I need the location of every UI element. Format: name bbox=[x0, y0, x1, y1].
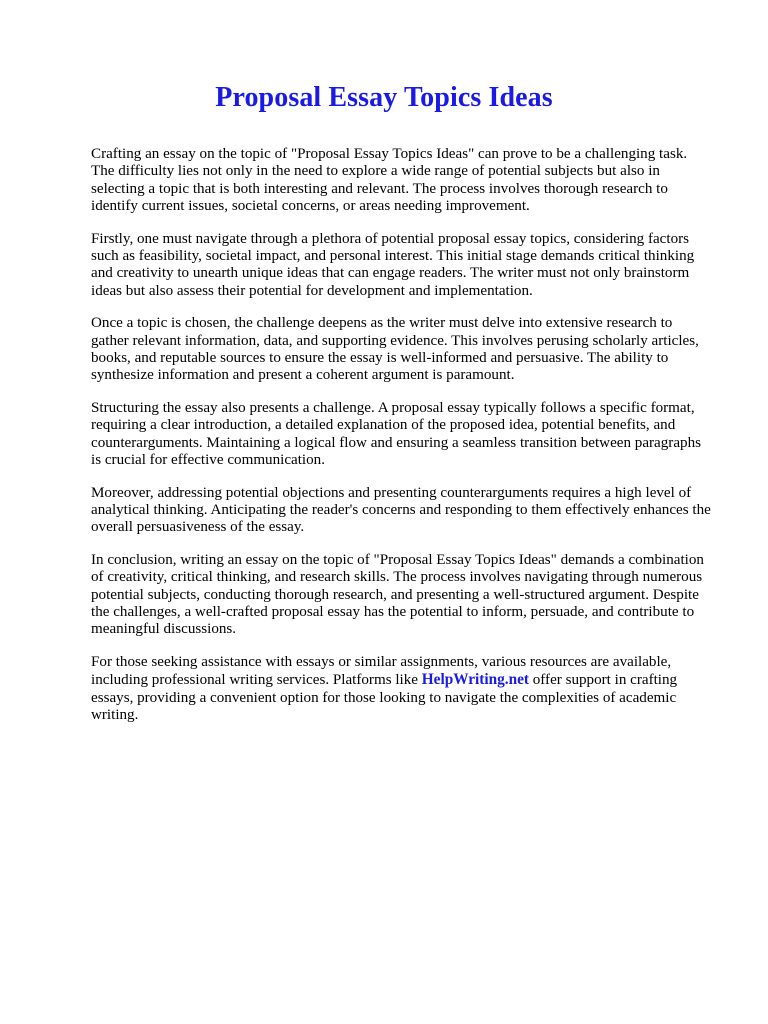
page-title: Proposal Essay Topics Ideas bbox=[215, 82, 553, 113]
paragraph-3: Once a topic is chosen, the challenge deepens as the writer must delve into extensive research to gather relevant information, data, and supporting evidence. This involves perusing scholarly articles, books, and reputable sources to ensure the essay is well-informed and persuasive. The ability to synthesize information and present a coherent argument is paramount. bbox=[91, 315, 699, 384]
paragraph-4: Structuring the essay also presents a challenge. A proposal essay typically follows a specific format, requiring a clear introduction, a detailed explanation of the proposed idea, potential benefits, and counterarguments. Maintaining a logical flow and ensuring a seamless transition between paragraphs is crucial for effective communication. bbox=[91, 399, 701, 469]
closing-text-after-link: offer support in crafting essays, providing a convenient option for those looking to navigate the complexities of academic writing. bbox=[91, 672, 678, 723]
helpwriting-link[interactable]: HelpWriting.net bbox=[421, 671, 529, 689]
paragraph-1: Crafting an essay on the topic of "Proposal Essay Topics Ideas" can prove to be a challenging task. The difficulty lies not only in the need to explore a wide range of potential subjects but also in selecting a topic that is both interesting and relevant. The process involves thorough research to identify current issues, societal concerns, or areas needing improvement. bbox=[91, 146, 688, 215]
paragraph-6: In conclusion, writing an essay on the topic of "Proposal Essay Topics Ideas" demands a combination of creativity, critical thinking, and research skills. The process involves navigating through numerous potential subjects, conducting thorough research, and presenting a well-structured argument. Despite the challenges, a well-crafted proposal essay has the potential to inform, persuade, and contribute to meaningful discussions. bbox=[91, 551, 704, 638]
paragraph-2: Firstly, one must navigate through a plethora of potential proposal essay topics, considering factors such as feasibility, societal impact, and personal interest. This initial stage demands critical thinking and creativity to unearth unique ideas that can engage readers. The writer must not only brainstorm ideas but also assess their potential for development and implementation. bbox=[91, 230, 695, 299]
paragraph-5: Moreover, addressing potential objections and presenting counterarguments requires a high level of analytical thinking. Anticipating the reader's concerns and responding to them effectively enhances the overall persuasiveness of the essay. bbox=[91, 484, 711, 536]
closing-paragraph bbox=[91, 654, 713, 725]
closing-text-before-link: For those seeking assistance with essays or similar assignments, various resources are available, including professional writing services. Platforms like bbox=[91, 653, 672, 689]
